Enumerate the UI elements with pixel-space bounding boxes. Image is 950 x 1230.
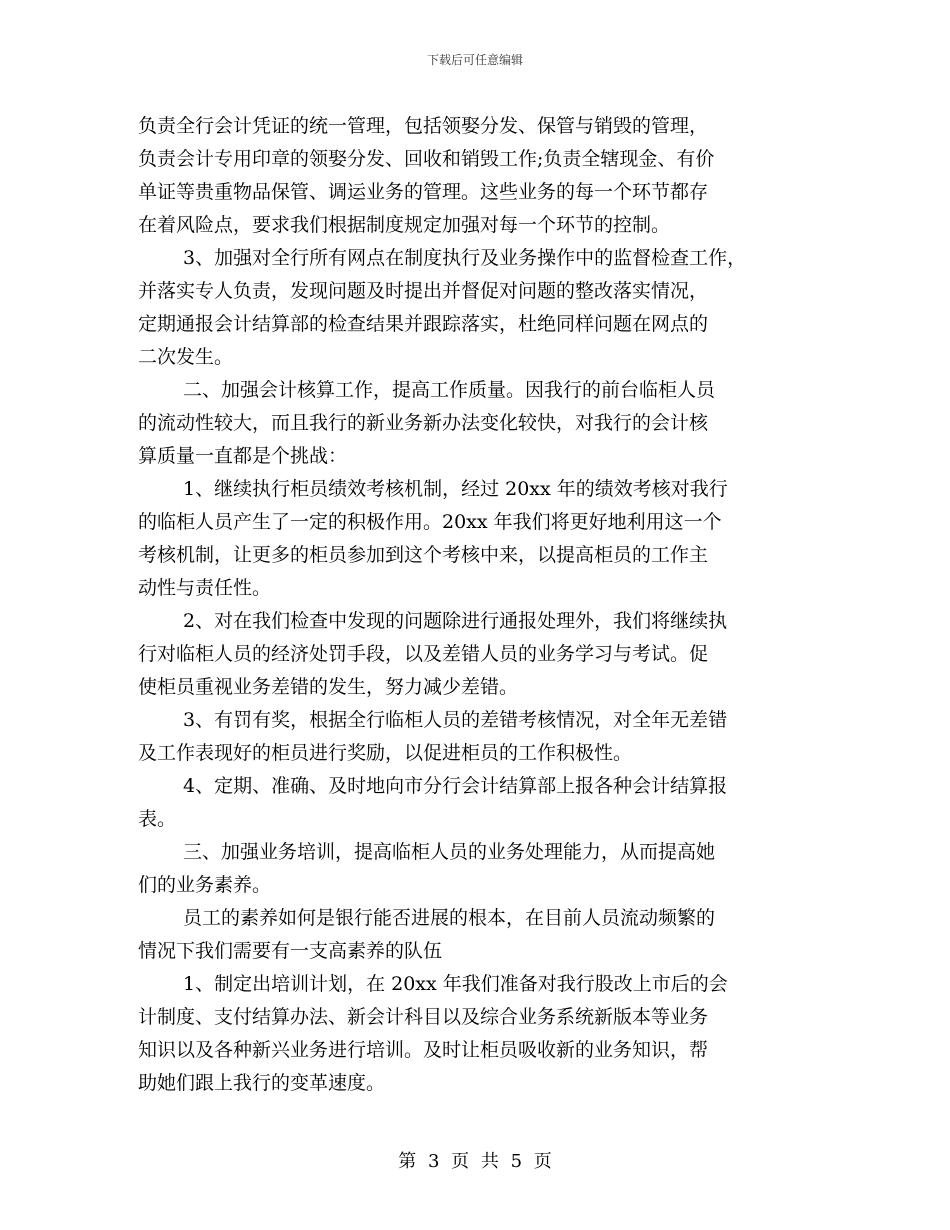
text-line: 三、加强业务培训，提高临柜人员的业务处理能力，从而提高她 xyxy=(183,841,716,863)
text-line: 负责全行会计凭证的统一管理，包括领娶分发、保管与销毁的管理， xyxy=(138,115,709,137)
text-line: 负责会计专用印章的领娶分发、回收和销毁工作;负责全辖现金、有价 xyxy=(138,148,715,170)
text-line: 4、定期、准确、及时地向市分行会计结算部上报各种会计结算报 xyxy=(183,775,728,797)
text-line: 单证等贵重物品保管、调运业务的管理。这些业务的每一个环节都存 xyxy=(138,181,709,203)
text-line: 动性与责任性。 xyxy=(138,577,272,599)
text-line: 二次发生。 xyxy=(138,346,234,368)
text-line: 表。 xyxy=(138,808,177,830)
text-line: 3、有罚有奖，根据全行临柜人员的差错考核情况，对全年无差错 xyxy=(183,709,728,731)
text-line: 知识以及各种新兴业务进行培训。及时让柜员吸收新的业务知识，帮 xyxy=(138,1039,709,1061)
text-line: 行对临柜人员的经济处罚手段，以及差错人员的业务学习与考试。促 xyxy=(138,643,709,665)
document-body xyxy=(138,110,828,1100)
text-line: 使柜员重视业务差错的发生，努力减少差错。 xyxy=(138,676,519,698)
text-line: 算质量一直都是个挑战： xyxy=(138,445,348,467)
text-line: 定期通报会计结算部的检查结果并跟踪落实，杜绝同样问题在网点的 xyxy=(138,313,709,335)
text-line: 1、制定出培训计划，在 20xx 年我们准备对我行股改上市后的会 xyxy=(183,973,728,995)
page-number-footer: 第 3 页 共 5 页 xyxy=(398,1151,552,1172)
text-line: 二、加强会计核算工作，提高工作质量。因我行的前台临柜人员 xyxy=(183,379,716,401)
text-line: 员工的素养如何是银行能否进展的根本，在目前人员流动频繁的 xyxy=(183,907,716,929)
text-line: 及工作表现好的柜员进行奖励，以促进柜员的工作积极性。 xyxy=(138,742,633,764)
text-line: 情况下我们需要有一支高素养的队伍 xyxy=(138,940,443,962)
text-line: 计制度、支付结算办法、新会计科目以及综合业务系统新版本等业务 xyxy=(138,1006,709,1028)
text-line: 1、继续执行柜员绩效考核机制，经过 20xx 年的绩效考核对我行 xyxy=(183,478,728,500)
text-line: 的流动性较大，而且我行的新业务新办法变化较快，对我行的会计核 xyxy=(138,412,709,434)
text-line: 的临柜人员产生了一定的积极作用。20xx 年我们将更好地利用这一个 xyxy=(138,511,722,533)
text-line: 3、加强对全行所有网点在制度执行及业务操作中的监督检查工作， xyxy=(183,247,747,269)
text-line: 考核机制，让更多的柜员参加到这个考核中来，以提高柜员的工作主 xyxy=(138,544,709,566)
text-line: 在着风险点，要求我们根据制度规定加强对每一个环节的控制。 xyxy=(138,214,671,236)
text-line: 们的业务素养。 xyxy=(138,874,272,896)
text-line: 助她们跟上我行的变革速度。 xyxy=(138,1072,386,1094)
text-line: 2、对在我们检查中发现的问题除进行通报处理外，我们将继续执 xyxy=(183,610,728,632)
text-line: 并落实专人负责，发现问题及时提出并督促对问题的整改落实情况， xyxy=(138,280,709,302)
page-header: 下载后可任意编辑 xyxy=(426,53,523,67)
